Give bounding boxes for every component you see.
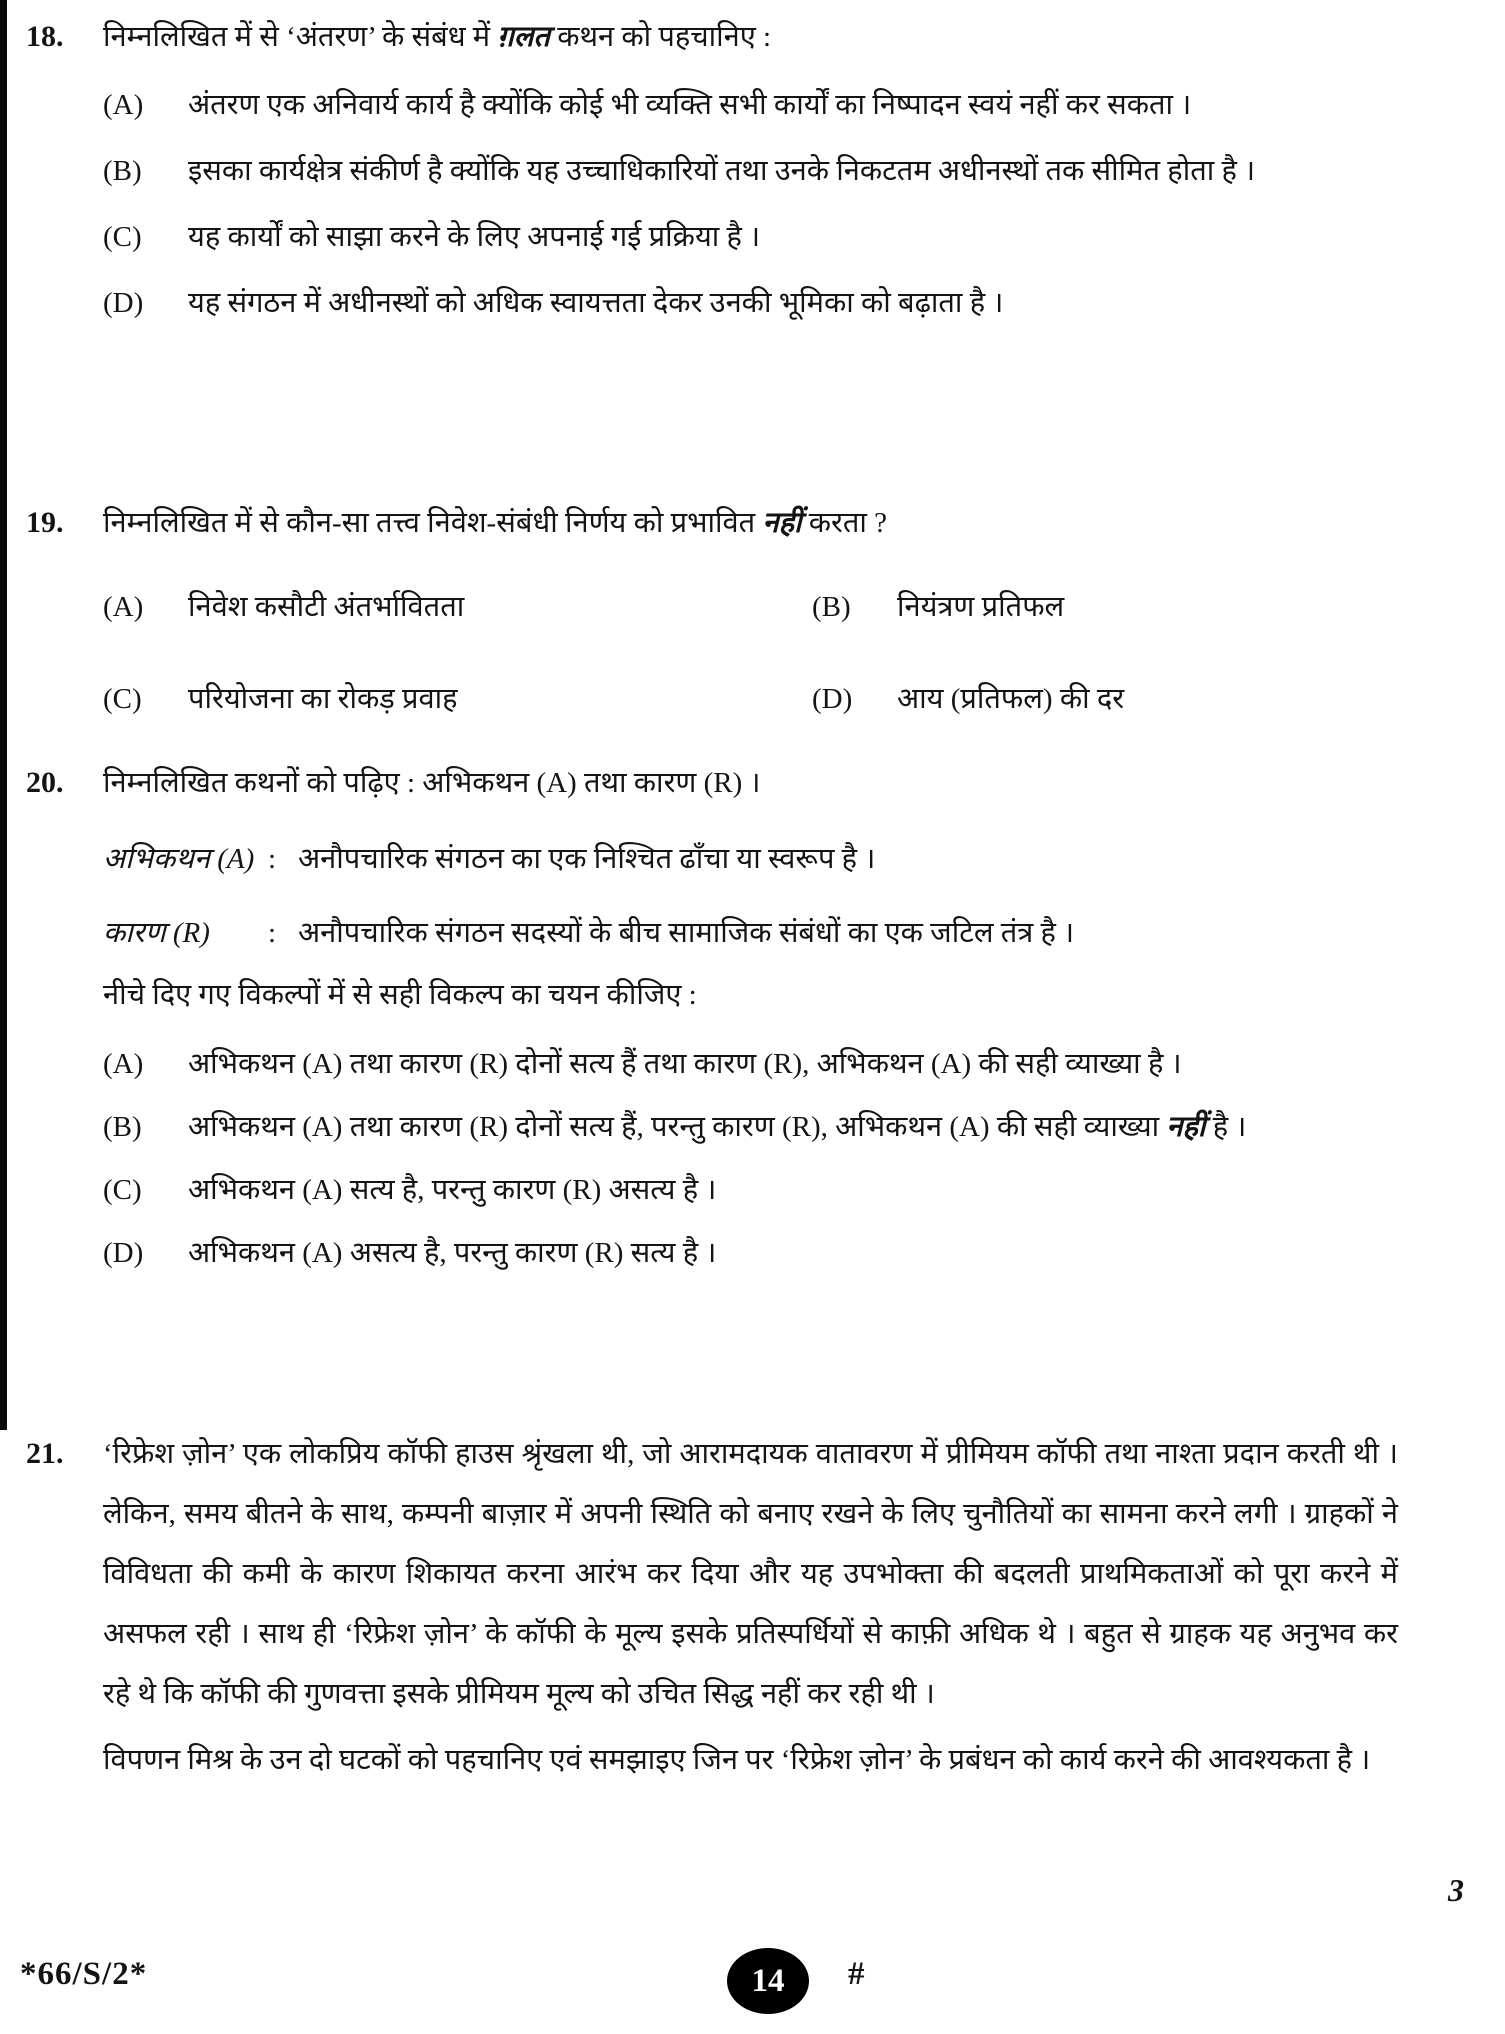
- option-text: यह कार्यों को साझा करने के लिए अपनाई गई प्रक्रिया है ।: [188, 221, 761, 253]
- question-20-body: [103, 756, 1398, 1280]
- option-a: [103, 1037, 1398, 1091]
- option-text: अंतरण एक अनिवार्य कार्य है क्योंकि कोई भी व्यक्ति सभी कार्यों का निष्पादन स्वयं नहीं कर सकता ।: [188, 89, 1192, 121]
- option-text: [188, 1100, 1398, 1154]
- option-c: [103, 1163, 1398, 1217]
- assertion-label: अभिकथन (A): [103, 843, 255, 875]
- option-text: अभिकथन (A) सत्य है, परन्तु कारण (R) असत्य है ।: [188, 1174, 717, 1206]
- question-20-number: 20.: [26, 766, 64, 799]
- reason-text: अनौपचारिक संगठन सदस्यों के बीच सामाजिक संबंधों का एक जटिल तंत्र है ।: [298, 917, 1075, 949]
- stem-text-before: निम्नलिखित में से कौन-सा तत्त्व निवेश-संबंधी निर्णय को प्रभावित: [103, 507, 763, 539]
- option-letter: (C): [103, 1174, 142, 1206]
- question-19-number: 19.: [26, 506, 64, 539]
- question-19: [0, 496, 1505, 726]
- question-18-number: 18.: [26, 20, 64, 53]
- question-18-body: [103, 10, 1398, 330]
- option-c: [103, 672, 812, 726]
- option-a: [103, 580, 812, 634]
- option-b: [812, 580, 1398, 634]
- option-text: आय (प्रतिफल) की दर: [897, 683, 1125, 715]
- option-d: [103, 1226, 1398, 1280]
- case-paragraph: ‘रिफ्रेश ज़ोन’ एक लोकप्रिय कॉफी हाउस श्रृंखला थी, जो आरामदायक वातावरण में प्रीमियम कॉफी तथा नाश्ता प्रदान करती थी । लेकिन, समय बीतने के साथ, कम्पनी बाज़ार में अपनी स्थिति को बनाए रखने के लिए चुनौतियों का सामना करने लगी । ग्राहकों ने विविधता की कमी के कारण शिकायत करना आरंभ कर दिया और यह उपभोक्ता की बदलती प्राथमिकताओं को पूरा करने में असफल रही । साथ ही ‘रिफ्रेश ज़ोन’ के कॉफी के मूल्य इसके प्रतिस्पर्धियों से काफ़ी अधिक थे । बहुत से ग्राहक यह अनुभव कर रहे थे कि कॉफी की गुणवत्ता इसके प्रीमियम मूल्य को उचित सिद्ध नहीं कर रही थी ।: [103, 1438, 1398, 1710]
- option-letter: (B): [103, 1111, 142, 1143]
- reason-label: कारण (R): [103, 917, 210, 949]
- option-letter: (C): [103, 683, 142, 715]
- page-badge: 14: [727, 1948, 809, 2014]
- option-text: यह संगठन में अधीनस्थों को अधिक स्वायत्तता देकर उनकी भूमिका को बढ़ाता है ।: [188, 287, 1004, 319]
- assertion-line: [103, 832, 1398, 886]
- assertion-text: अनौपचारिक संगठन का एक निश्चित ढाँचा या स्वरूप है ।: [298, 843, 876, 875]
- option-letter: (D): [103, 287, 144, 319]
- question-20-stem: निम्नलिखित कथनों को पढ़िए : अभिकथन (A) तथा कारण (R) ।: [103, 767, 761, 799]
- stem-text-after: करता ?: [801, 507, 888, 539]
- instruction-line: नीचे दिए गए विकल्पों में से सही विकल्प का चयन कीजिए :: [103, 979, 697, 1011]
- hash-mark: #: [848, 1956, 865, 1992]
- task-paragraph: विपणन मिश्र के उन दो घटकों को पहचानिए एवं समझाइए जिन पर ‘रिफ्रेश ज़ोन’ के प्रबंधन को कार्य करने की आवश्यकता है ।: [103, 1744, 1371, 1776]
- option-c: [103, 210, 1398, 264]
- option-letter: (A): [103, 89, 144, 121]
- option-letter: (A): [103, 591, 144, 623]
- option-letter: (C): [103, 221, 142, 253]
- option-b: [103, 1100, 1398, 1154]
- paper-code: *66/S/2*: [20, 1956, 148, 1992]
- option-text: नियंत्रण प्रतिफल: [897, 591, 1065, 623]
- question-18-stem: [103, 10, 1398, 64]
- option-letter: (D): [812, 683, 853, 715]
- option-text: परियोजना का रोकड़ प्रवाह: [188, 683, 458, 715]
- reason-line: [103, 906, 1398, 960]
- stem-text-after: कथन को पहचानिए :: [549, 21, 772, 53]
- page-number: 3: [1448, 1872, 1464, 1908]
- stem-text-before: निम्नलिखित में से ‘अंतरण’ के संबंध में: [103, 21, 498, 53]
- option-text: अभिकथन (A) तथा कारण (R) दोनों सत्य हैं तथा कारण (R), अभिकथन (A) की सही व्याख्या है ।: [188, 1048, 1182, 1080]
- option-text: निवेश कसौटी अंतर्भावितता: [188, 591, 465, 623]
- option-letter: (B): [812, 591, 851, 623]
- option-text: इसका कार्यक्षेत्र संकीर्ण है क्योंकि यह उच्चाधिकारियों तथा उनके निकटतम अधीनस्थों तक सीमित होता है ।: [188, 155, 1256, 187]
- option-text-before: अभिकथन (A) तथा कारण (R) दोनों सत्य हैं, परन्तु कारण (R), अभिकथन (A) की सही व्याख्या: [188, 1111, 1167, 1143]
- question-20: [0, 756, 1505, 1280]
- question-19-stem: [103, 496, 1398, 550]
- option-row-2: [103, 672, 1398, 726]
- stem-emphasis: ग़लत: [497, 21, 550, 53]
- option-row-1: [103, 580, 1398, 634]
- question-21: [0, 1424, 1505, 1790]
- option-a: [103, 78, 1398, 132]
- option-letter: (D): [103, 1237, 144, 1269]
- assertion-colon: :: [268, 843, 277, 875]
- option-d: [103, 276, 1398, 330]
- option-letter: (B): [103, 155, 142, 187]
- question-19-body: [103, 496, 1398, 726]
- option-letter: (A): [103, 1048, 144, 1080]
- option-emphasis: नहीं: [1166, 1111, 1206, 1143]
- option-d: [812, 672, 1398, 726]
- option-text: अभिकथन (A) असत्य है, परन्तु कारण (R) सत्य है ।: [188, 1237, 717, 1269]
- question-18: [0, 10, 1505, 330]
- stem-emphasis: नहीं: [762, 507, 802, 539]
- option-text-after: है ।: [1205, 1111, 1247, 1143]
- reason-colon: :: [268, 917, 277, 949]
- question-21-number: 21.: [26, 1437, 64, 1470]
- option-b: [103, 144, 1398, 198]
- question-21-body: [103, 1424, 1398, 1790]
